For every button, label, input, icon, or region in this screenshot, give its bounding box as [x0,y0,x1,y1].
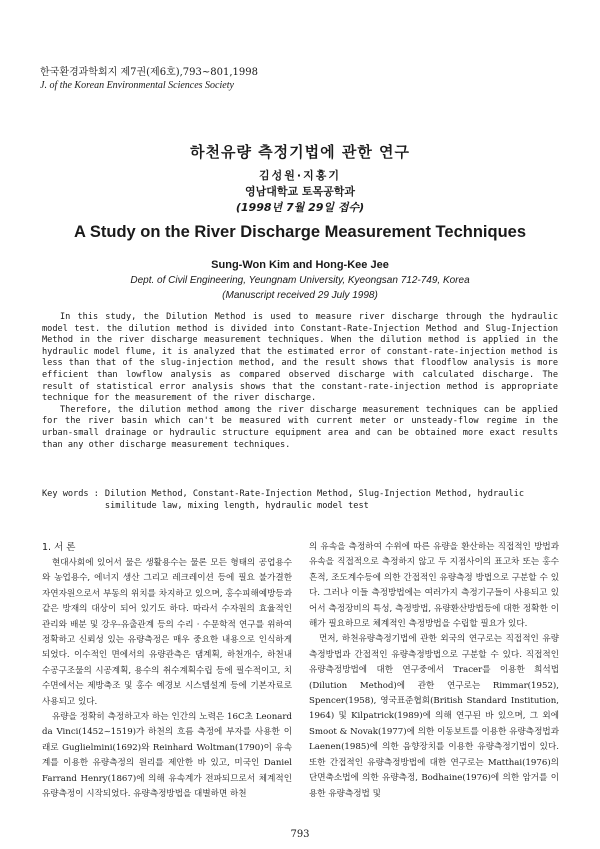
body-paragraph: 의 유속을 측정하여 수위에 따른 유량을 환산하는 직접적인 방법과 유속을 직접적으로 측정하지 않고 두 지점사이의 표고차 또는 홍수흔적, 조도계수등에 의한 간접적인 유량측정 방법으로 구분할 수 있다. 그러나 이들 측정방법에는 여러가지 측정기구들이 사용되고 있어서 측정장비의 특성, 측정방법, 유량환산방법등에 대한 정확한 이해가 필요하므로 체계적인 측정방법을 수립할 필요가 있다. [309,542,559,630]
abstract [42,312,558,451]
authors-korean: 김성원·지홍기 [259,169,341,182]
keywords-text: Dilution Method, Constant-Rate-Injection Method, Slug-Injection Method, hydraulic similitude law, mixing length, hydraulic model test [104,489,525,511]
journal-name: J. of the Korean Environmental Sciences Society [40,80,234,91]
body-paragraph: 현대사회에 있어서 물은 생활용수는 물론 모든 형태의 공업용수와 농업용수, 에너지 생산 그리고 레크레이션 등에 필요 불가결한 자연자원으로서 부동의 위치를 차지하고 있으며, 홍수피해예방등과 같은 방재의 대상이 되어 있기도 하다. 따라서 수자원의 효율적인 관리와 배분 및 강우-유출관계 등의 수리 · 수문학적 연구를 위하여 정확하고 신뢰성 있는 유량측정은 매우 중요한 내용으로 인식하게 되었다. 이수적인 면에서의 유량관측은 댐계획, 하천개수, 하천내 수공구조물의 시공계획, 용수의 취수계획수립 등에 필수적이고, 치수면에서는 제방축조 및 홍수 예경보 시스템설계 등에 기본자료로 사용되고 있다. [42,558,292,707]
body-column-left [42,540,292,803]
authors-english: Sung-Won Kim and Hong-Kee Jee [211,259,389,271]
page-number: 793 [290,829,310,840]
keywords [42,488,558,512]
section-heading: 1. 서 론 [42,542,76,553]
journal-citation: 한국환경과학회지 제7권(제6호),793~801,1998 [40,67,258,78]
affiliation-korean: 영남대학교 토목공학과 [244,185,356,198]
body-paragraph: 유량을 정확히 측정하고자 하는 인간의 노력은 16C초 Leonard da Vinci(1452~1519)가 하천의 흐름 측정에 부자를 사용한 이래로 Guglielmini(1692)와 Reinhard Woltman(1790)이 유속계를 이용한 유량측정의 원리를 제안한 바 있고, 미국인 Daniel Farrand Henry(1867)에 의해 유속계가 전파되므로서 체계적인 유량측정이 시작되었다. 유량측정방법을 대별하면 하천 [42,712,292,800]
abstract-paragraph: Therefore, the dilution method among the river discharge measurement techniques can be applied for the river basin which can't be measured with current meter or unsteady-flow regime in the urban-small drainage or hydraulic structure equipment area and can be obtained more exact results than any other discharge measurement techniques. [42,404,558,450]
title-korean: 하천유량 측정기법에 관한 연구 [189,143,411,161]
keywords-label: Key words : [42,489,99,499]
received-date-english: (Manuscript received 29 July 1998) [222,290,378,301]
journal-header [40,66,258,92]
body-paragraph: 먼저, 하천유량측정기법에 관한 외국의 연구로는 직접적인 유량측정방법과 간접적인 유량측정방법으로 구분할 수 있다. 직접적인 유량측정방법에 대한 연구중에서 Tracer를 이용한 희석법(Dilution Method)에 관한 연구로는 Rimmar(1952), Spencer(1958), 영국표준협회(British Standard Institution, 1964) 및 Kilpatrick(1989)에 의해 연구된 바 있으며, 그 외에 Smoot & Novak(1977)에 의한 이동보트를 이용한 유량측정법과 Laenen(1985)에 의한 음향장치를 이용한 유량측정기법이 있다.또한 간접적인 유량측정방법에 대한 연구로는 Matthai(1976)의 단면축소법에 의한 유량측정, Bodhaine(1976)에 의한 암거를 이용한 유량측정법 및 [309,634,559,799]
body-column-right [309,540,559,802]
received-date-korean: (1998년 7월 29일 접수) [235,201,365,214]
title-english: A Study on the River Discharge Measurement Techniques [73,223,527,241]
abstract-paragraph: In this study, the Dilution Method is used to measure river discharge through the hydraulic model test. the dilution method is divided into Constant-Rate-Injection Method and Slug-Injection Method in the river discharge measurement techniques. When the dilution method is applied in the hydraulic model flume, it is analyzed that the estimated error of constant-rate-injection method is less than that of the slug-injection method, and the result shows that floodflow analysis is more efficient than lowflow analysis as compared observed discharge with calculated discharge. The result of statistical error analysis shows that the constant-rate-injection method is appropriate technique for the measurement of the river discharge. [42,312,558,404]
affiliation-english: Dept. of Civil Engineering, Yeungnam University, Kyeongsan 712-749, Korea [130,275,470,286]
